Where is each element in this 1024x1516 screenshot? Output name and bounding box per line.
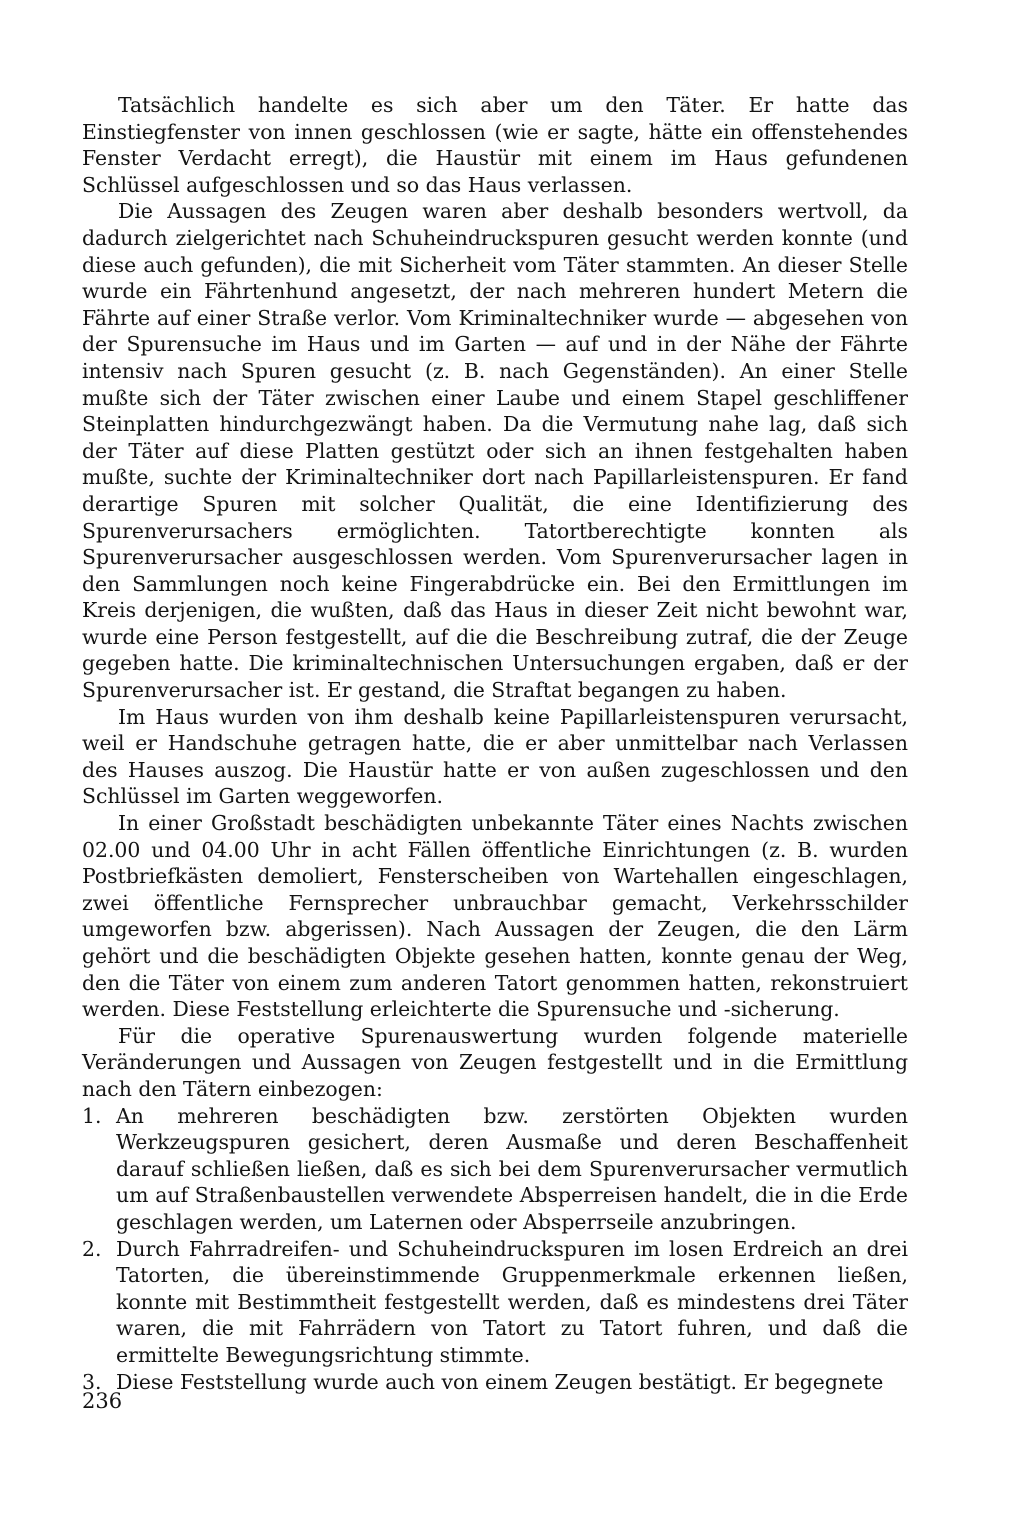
paragraph: Für die operative Spurenauswertung wurden folgende materielle Veränderungen und Aussagen von Zeugen festgestellt und in die Ermittlung nach den Tätern einbezogen:	[82, 1023, 908, 1101]
list-item-text: Durch Fahrradreifen- und Schuheindruckspuren im losen Erdreich an drei Tatorten, die übereinstimmende Gruppenmerkmale erkennen ließen, konnte mit Bestimmtheit festgestellt werden, daß es mindestens drei Täter waren, die mit Fahrrädern von Tatort zu Tatort fuhren, und daß die ermittelte Bewegungsrichtung stimmte.	[116, 1236, 908, 1367]
paragraph: In einer Großstadt beschädigten unbekannte Täter eines Nachts zwischen 02.00 und 04.00 Uhr in acht Fällen öffentliche Einrichtungen (z. B. wurden Postbriefkästen demoliert, Fensterscheiben von Wartehallen eingeschlagen, zwei öffentliche Fernsprecher unbrauchbar gemacht, Verkehrsschilder umgeworfen bzw. abgerissen). Nach Aussagen der Zeugen, die den Lärm gehört und die beschädigten Objekte gesehen hatten, konnte genau der Weg, den die Täter von einem zum anderen Tatort genommen hatten, rekonstruiert werden. Diese Feststellung erleichterte die Spurensuche und -sicherung.	[82, 811, 908, 1022]
list-item-text: An mehreren beschädigten bzw. zerstörten Objekten wurden Werkzeugspuren gesichert, deren Ausmaße und deren Beschaffenheit darauf schließen ließen, daß es sich bei dem Spurenverursacher vermutlich um auf Straßenbaustellen verwendete Absperreisen handelt, die in die Erde geschlagen werden, um Laternen oder Absperrseile anzubringen.	[116, 1103, 908, 1234]
paragraph: Tatsächlich handelte es sich aber um den Täter. Er hatte das Einstiegfenster von innen geschlossen (wie er sagte, hätte ein offenstehendes Fenster Verdacht erregt), die Haustür mit einem im Haus gefundenen Schlüssel aufgeschlossen und so das Haus verlassen.	[82, 93, 908, 197]
list-item-text: Diese Feststellung wurde auch von einem Zeugen bestätigt. Er begegnete	[116, 1369, 884, 1394]
list-item	[82, 1236, 908, 1369]
list-number: 2.	[82, 1236, 102, 1261]
list-number: 1.	[82, 1103, 102, 1128]
paragraph: Die Aussagen des Zeugen waren aber deshalb besonders wertvoll, da dadurch zielgerichtet nach Schuheindruckspuren gesucht werden konnte (und diese auch gefunden), die mit Sicherheit vom Täter stammten. An dieser Stelle wurde ein Fährtenhund angesetzt, der nach mehreren hundert Metern die Fährte auf einer Straße verlor. Vom Kriminaltechniker wurde — abgesehen von der Spurensuche im Haus und im Garten — auf und in der Nähe der Fährte intensiv nach Spuren gesucht (z. B. nach Gegenständen). An einer Stelle mußte sich der Täter zwischen einer Laube und einem Stapel geschliffener Steinplatten hindurchgezwängt haben. Da die Vermutung nahe lag, daß sich der Täter auf diese Platten gestützt oder sich an ihnen festgehalten haben mußte, suchte der Kriminaltechniker dort nach Papillarleistenspuren. Er fand derartige Spuren mit solcher Qualität, die eine Identifizierung des Spurenverursachers ermöglichten. Tatortberechtigte konnten als Spurenverursacher ausgeschlossen werden. Vom Spurenverursacher lagen in den Sammlungen noch keine Fingerabdrücke ein. Bei den Ermittlungen im Kreis derjenigen, die wußten, daß das Haus in dieser Zeit nicht bewohnt war, wurde eine Person festgestellt, auf die die Beschreibung zutraf, die der Zeuge gegeben hatte. Die kriminaltechnischen Untersuchungen ergaben, daß er der Spurenverursacher ist. Er gestand, die Straftat begangen zu haben.	[82, 199, 908, 703]
body-text	[82, 92, 908, 1395]
list-item	[82, 1103, 908, 1236]
list-item	[82, 1369, 908, 1396]
page-number: 236	[82, 1389, 123, 1413]
paragraph: Im Haus wurden von ihm deshalb keine Papillarleistenspuren verursacht, weil er Handschuhe getragen hatte, die er aber unmittelbar nach Verlassen des Hauses auszog. Die Haustür hatte er von außen zugeschlossen und den Schlüssel im Garten weggeworfen.	[82, 704, 908, 809]
list-number: 3.	[82, 1369, 102, 1394]
numbered-list	[82, 1103, 908, 1396]
